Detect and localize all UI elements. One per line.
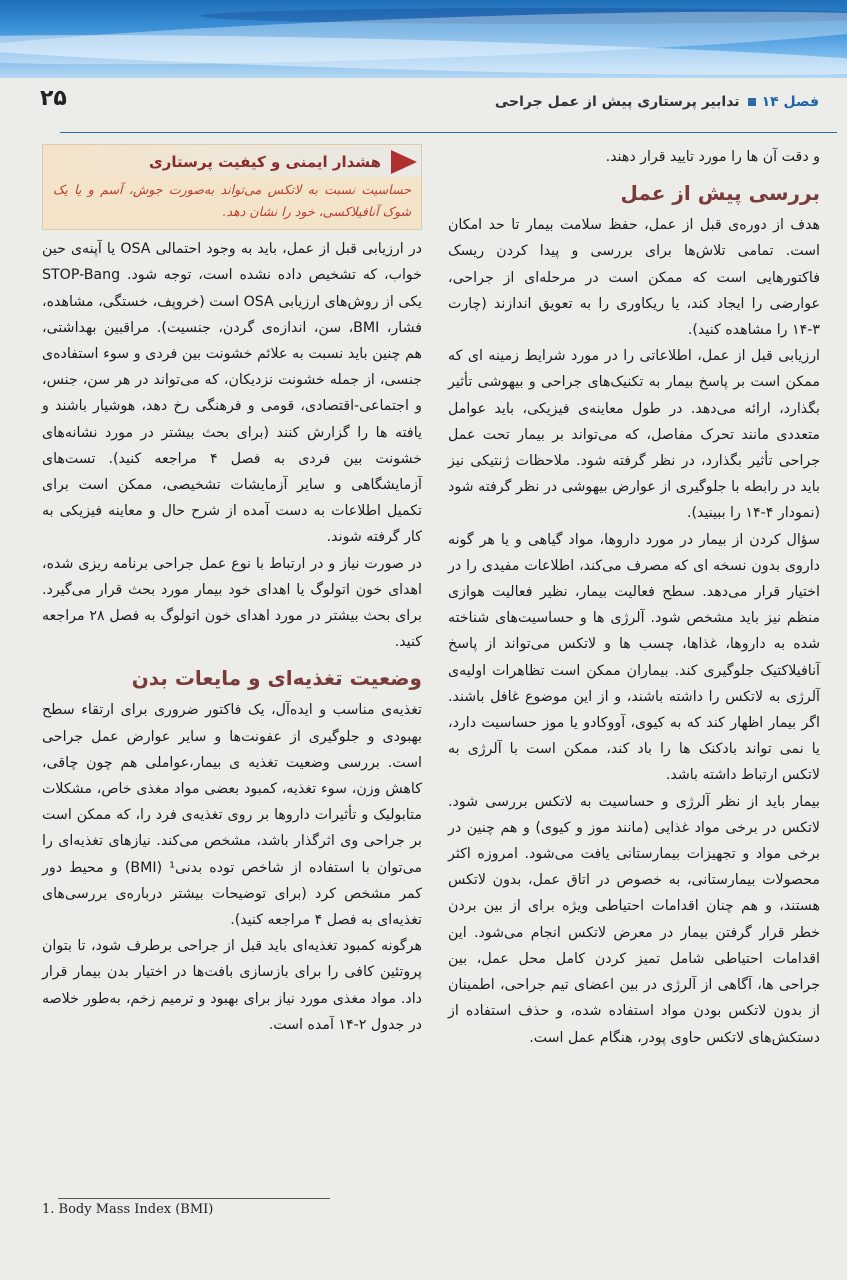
paragraph: تغذیه‌ی مناسب و ایده‌آل، یک فاکتور ضروری برای ارتقاء سطح بهبودی و جلوگیری از عفونت‌ها و سایر عوارض عمل جراحی است. بررسی وضعیت تغذیه ی بیمار،عواملی هم چون چاقی، کاهش وزن، سوء تغذیه، کمبود بعضی مواد مغذی خاص، مشکلات متابولیک و تأثیرات داروها بر روی تغذیه‌ی فرد را، که ممکن است بر جراحی وی اثرگذار باشد، مشخص می‌کند. نیازهای تغذیه‌ای را می‌توان با استفاده از شاخص توده بدنی¹ (BMI) و محیط دور کمر مشخص کرد (برای توضیحات بیشتر درباره‌ی بررسی‌های تغذیه‌ای به فصل ۴ مراجعه کنید). (42, 702, 422, 929)
paragraph: ارزیابی قبل از عمل، اطلاعاتی را در مورد شرایط زمینه ای که ممکن است بر پاسخ بیمار به تکنیک‌های جراحی و بیهوشی تأثیر بگذارد، ارائه می‌دهد. در طول معاینه‌ی فیزیکی، باید عوامل متعددی مانند تحرک مفاصل، که می‌تواند بر بیمار تحت عمل جراحی تأثیر بگذارد، در نظر گرفته شود. ملاحظات ژنتیکی نیز باید در رابطه با جلوگیری از عوارض بیهوشی در نظر گرفته شود (نمودار ۴-۱۴ را ببینید). (448, 348, 820, 522)
alert-body: حساسیت نسبت به لاتکس می‌تواند به‌صورت جوش، آسم و یا یک شوک آنافیلاکسی، خود را نشان دهد. (53, 182, 411, 220)
footnote-rule (58, 1198, 330, 1199)
paragraph: در صورت نیاز و در ارتباط با نوع عمل جراحی برنامه ریزی شده، اهدای خون اتولوگ یا اهدای خود بیمار مورد بحث قرار می‌گیرد. برای بحث بیشتر در مورد اهدای خون اتولوگ به فصل ۲۸ مراجعه کنید. (42, 555, 422, 651)
paragraph: هرگونه کمبود تغذیه‌ای باید قبل از جراحی برطرف شود، تا بتوان پروتئین کافی را برای بازسازی بافت‌ها در اختیار بدن بیمار قرار داد. مواد مغذی مورد نیاز برای بهبود و ترمیم زخم، به‌طور خلاصه در جدول ۲-۱۴ آمده است. (42, 938, 422, 1033)
page-number: ۲۵ (40, 86, 67, 111)
right-column (448, 144, 820, 1051)
alert-title: هشدار ایمنی و کیفیت پرستاری (149, 153, 381, 171)
section-heading-preop-assessment: بررسی پیش از عمل (620, 181, 820, 206)
chapter-heading: تدابیر پرستاری پیش از عمل جراحی (494, 94, 740, 110)
paragraph: هدف از دوره‌ی قبل از عمل، حفظ سلامت بیمار تا حد امکان است. تمامی تلاش‌ها برای بررسی و پیدا کردن ریسک فاکتورهایی است که ممکن است در مرحله‌ای از جراحی، عوارضی را ایجاد کند، یا ریکاوری را به تعویق اندازند (چارت ۳-۱۴ را مشاهده کنید). (448, 217, 820, 339)
safety-alert-box (42, 144, 422, 230)
chapter-label: فصل ۱۴ (761, 94, 819, 110)
square-bullet-icon (748, 98, 756, 106)
section-heading-nutrition: وضعیت تغذیه‌ای و مایعات بدن (131, 666, 422, 691)
paragraph: سؤال کردن از بیمار در مورد داروها، مواد گیاهی و یا هر گونه داروی بدون نسخه ای که مصرف می‌کند، اطلاعات مفیدی را در اختیار قرار می‌دهد. سطح فعالیت بیمار، نظیر فعالیت هوازی منظم نیز باید مشخص شود. آلرژی ها و حساسیت‌های شناخته شده به داروها، غذاها، چسب ها و لاتکس می‌تواند از پاسخ آنافیلاکتیک جلوگیری کند. بیماران ممکن است تظاهرات اولیه‌ی آلرژی به لاتکس را داشته باشند، و از این موضوع غافل باشند. اگر بیمار اظهار کند که به کیوی، آووکادو یا موز حساسیت دارد، یا نمی تواند بادکنک ها را باد کند، ممکن است با آلرژی به لاتکس ارتباط داشته باشد. (448, 531, 820, 784)
paragraph: بیمار باید از نظر آلرژی و حساسیت به لاتکس بررسی شود. لاتکس در برخی مواد غذایی (مانند موز و کیوی) و هم چنین در برخی مواد و تجهیزات بیمارستانی یافت می‌شود. امروزه اکثر محصولات بیمارستانی، به خصوص در اتاق عمل، بدون لاتکس هستند، و هم چنان اقدامات احتیاطی ویژه برای از بین بردن خطر قرار گرفتن بیمار در معرض لاتکس انجام می‌شود. این اقدامات احتیاطی شامل تمیز کردن کامل محل عمل، بین جراحی ها، آگاهی از آلرژی در بین اعضای تیم جراحی، اطمینان از بدون لاتکس بودن مواد استفاده شده، و حذف استفاده از دستکش‌های لاتکس حاوی پودر، هنگام عمل است. (448, 793, 820, 1046)
alert-header (43, 145, 421, 177)
paragraph: در ارزیابی قبل از عمل، باید به وجود احتمالی OSA یا آپنه‌ی حین خواب، که تشخیص داده نشده است، توجه شود. STOP-Bang یکی از روش‌های ارزیابی OSA است (خروپف، خستگی، مشاهده، فشار، BMI، سن، اندازه‌ی گردن، جنسیت). مراقبین بهداشتی، هم چنین باید نسبت به علائم خشونت بین فردی و سوء استفاده‌ی جنسی، از جمله خشونت نزدیکان، که می‌تواند در هر سن، جنس، و اجتماعی-اقتصادی، قومی و فرهنگی رخ دهد، هوشیار باشند و یافته ها را گزارش کنند (برای بحث بیشتر در مورد نشانه‌های خشونت بین فردی به فصل ۴ مراجعه کنید). تست‌های آزمایشگاهی و سایر آزمایشات تشخیصی، ممکن است برای تکمیل اطلاعات به دست آمده از شرح حال و معاینه فیزیکی به کار گرفته شوند. (42, 241, 423, 546)
left-column (42, 144, 422, 1038)
header-rule (60, 132, 837, 133)
top-banner (0, 0, 847, 78)
intro-line: و دقت آن ها را مورد تایید قرار دهند. (605, 149, 820, 165)
running-header (0, 78, 847, 134)
alert-flag-icon (391, 150, 417, 174)
chapter-title (495, 94, 819, 110)
footnote: 1. Body Mass Index (BMI) (42, 1202, 214, 1217)
